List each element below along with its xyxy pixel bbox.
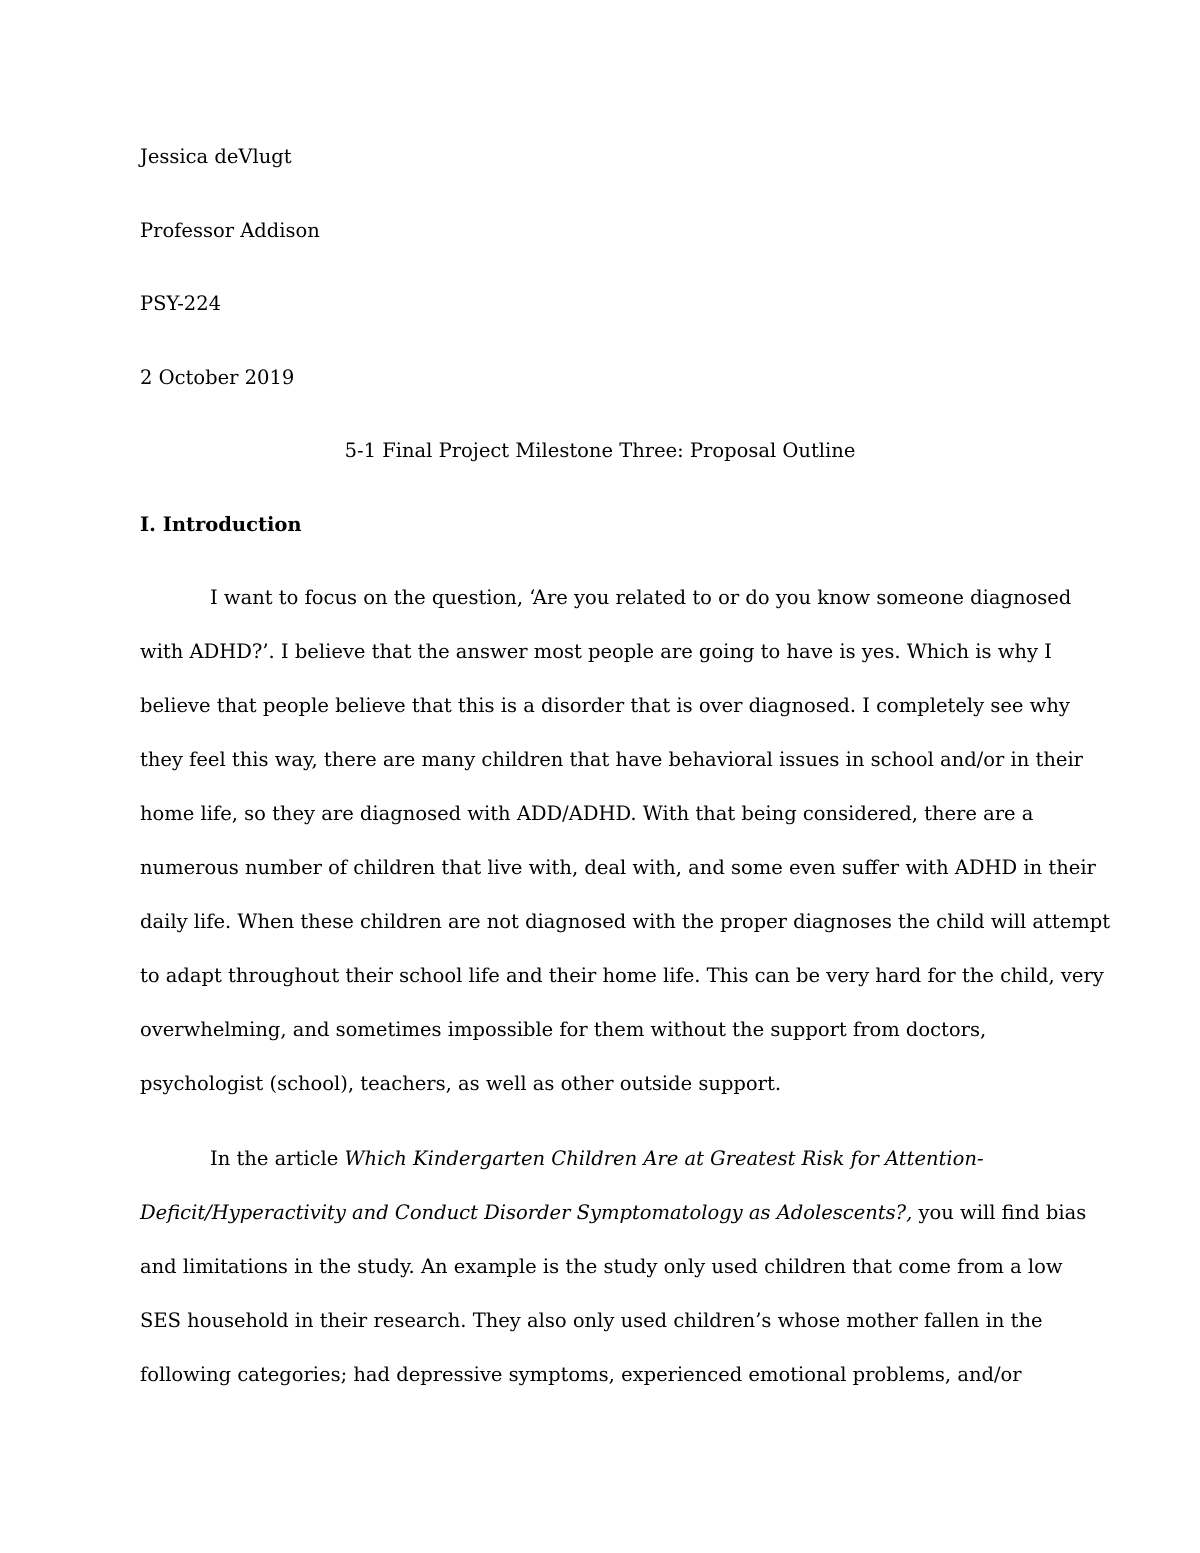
paragraph-line: I want to focus on the question, ‘Are you related to or do you know someone diagnosed [210, 586, 1072, 609]
article-title-part2: Deficit/Hyperactivity and Conduct Disorder Symptomatology as Adolescents?, [140, 1201, 913, 1224]
section-heading: I. Introduction [140, 513, 302, 536]
article-intro-text: In the article [210, 1147, 345, 1170]
paragraph-line: overwhelming, and sometimes impossible for them without the support from doctors, [140, 1018, 987, 1041]
professor-name: Professor Addison [140, 218, 320, 242]
article-followup-text: you will find bias [912, 1201, 1087, 1224]
paragraph-line: with ADHD?’. I believe that the answer most people are going to have is yes. Which is why I [140, 640, 1052, 663]
paragraph-line: SES household in their research. They also only used children’s whose mother fallen in the [140, 1309, 1043, 1332]
paragraph-line: believe that people believe that this is a disorder that is over diagnosed. I completely see why [140, 694, 1070, 717]
paragraph-line [140, 1186, 1087, 1240]
paragraph-line [140, 1132, 1065, 1186]
document-header [140, 120, 320, 414]
document-date: 2 October 2019 [140, 365, 295, 389]
paragraph-1 [140, 571, 1111, 1111]
document-title: 5-1 Final Project Milestone Three: Proposal Outline [344, 439, 856, 462]
paragraph-line: to adapt throughout their school life and their home life. This can be very hard for the child, very [140, 964, 1104, 987]
author-name: Jessica deVlugt [140, 145, 292, 168]
paragraph-line: and limitations in the study. An example is the study only used children that come from a low [140, 1255, 1063, 1278]
paragraph-line: they feel this way, there are many children that have behavioral issues in school and/or in their [140, 748, 1083, 771]
paragraph-2 [140, 1132, 1087, 1402]
paragraph-line: numerous number of children that live with, deal with, and some even suffer with ADHD in their [140, 856, 1096, 879]
course-code: PSY-224 [140, 292, 222, 315]
paragraph-line: daily life. When these children are not diagnosed with the proper diagnoses the child will attempt [140, 910, 1111, 933]
article-title-part1: Which Kindergarten Children Are at Greatest Risk for Attention- [344, 1147, 984, 1170]
paragraph-line: following categories; had depressive symptoms, experienced emotional problems, and/or [140, 1363, 1022, 1386]
paragraph-line: psychologist (school), teachers, as well as other outside support. [140, 1072, 782, 1095]
paragraph-line: home life, so they are diagnosed with ADD/ADHD. With that being considered, there are a [140, 802, 1034, 825]
